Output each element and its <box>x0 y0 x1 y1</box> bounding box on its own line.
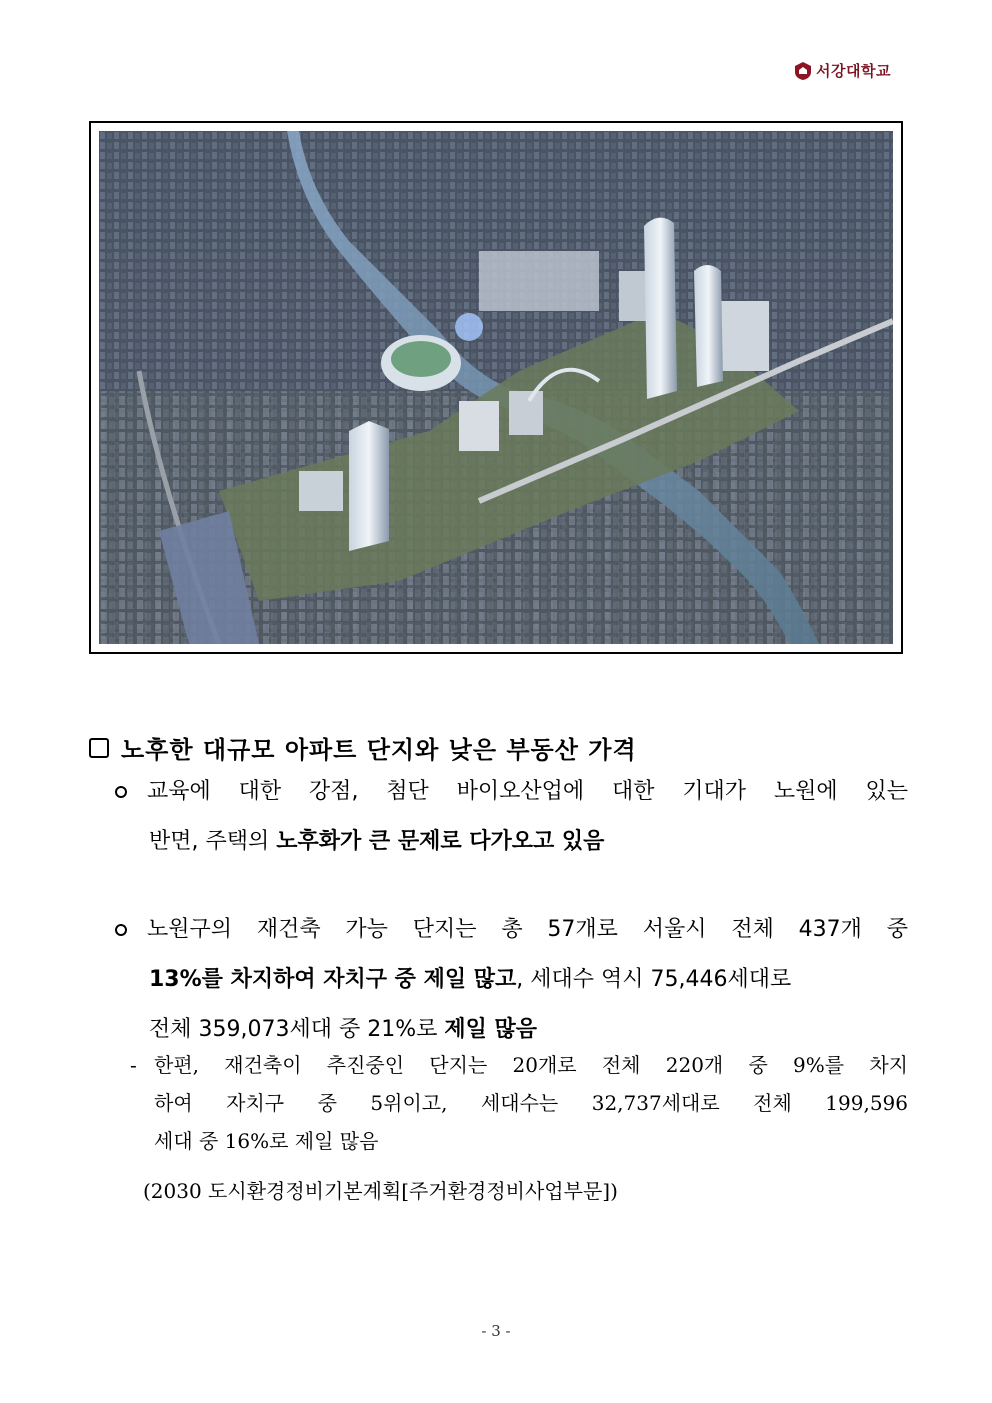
section-heading <box>89 730 909 765</box>
aerial-rendering-figure <box>89 121 903 654</box>
sub-line3: 세대 중 16%로 제일 많음 <box>154 1129 379 1153</box>
p2-line2-a: 13%를 차지하여 자치구 중 제일 많고 <box>149 967 517 992</box>
p2-line3-a: 전체 359,073세대 중 21%로 <box>149 1017 445 1042</box>
checkbox-square-icon <box>89 738 109 758</box>
circle-bullet-icon <box>115 786 127 798</box>
page-number: - 3 - <box>481 1322 511 1340</box>
university-emblem-icon <box>794 61 812 81</box>
sub-line2: 하여 자치구 중 5위이고, 세대수는 32,737세대로 전체 199,596 <box>154 1091 908 1115</box>
p2-line2-b: , 세대수 역시 75,446세대로 <box>516 967 792 992</box>
paragraph-2 <box>113 905 908 1055</box>
p1-line1: 교육에 대한 강점, 첨단 바이오산업에 대한 기대가 노원에 있는 <box>147 779 908 804</box>
paragraph-1 <box>113 767 908 867</box>
p1-line2-a: 반면, 주택의 <box>149 829 277 854</box>
university-logo <box>794 60 891 81</box>
p1-line2-b: 노후화가 큰 문제로 다가오고 있음 <box>276 829 605 854</box>
aerial-city-image <box>99 131 893 644</box>
university-name: 서강대학교 <box>816 62 891 80</box>
heading-text: 노후한 대규모 아파트 단지와 낮은 부동산 가격 <box>121 736 637 764</box>
p2-line1: 노원구의 재건축 가능 단지는 총 57개로 서울시 전체 437개 중 <box>147 917 908 942</box>
source-citation: (2030 도시환경정비기본계획[주거환경정비사업부문]) <box>143 1179 618 1203</box>
circle-bullet-icon <box>115 924 127 936</box>
sub-line1: 한편, 재건축이 추진중인 단지는 20개로 전체 220개 중 9%를 차지 <box>154 1053 908 1077</box>
sub-paragraph <box>130 1046 908 1160</box>
p2-line3-b: 제일 많음 <box>444 1017 538 1042</box>
dash-marker: - <box>130 1053 137 1077</box>
